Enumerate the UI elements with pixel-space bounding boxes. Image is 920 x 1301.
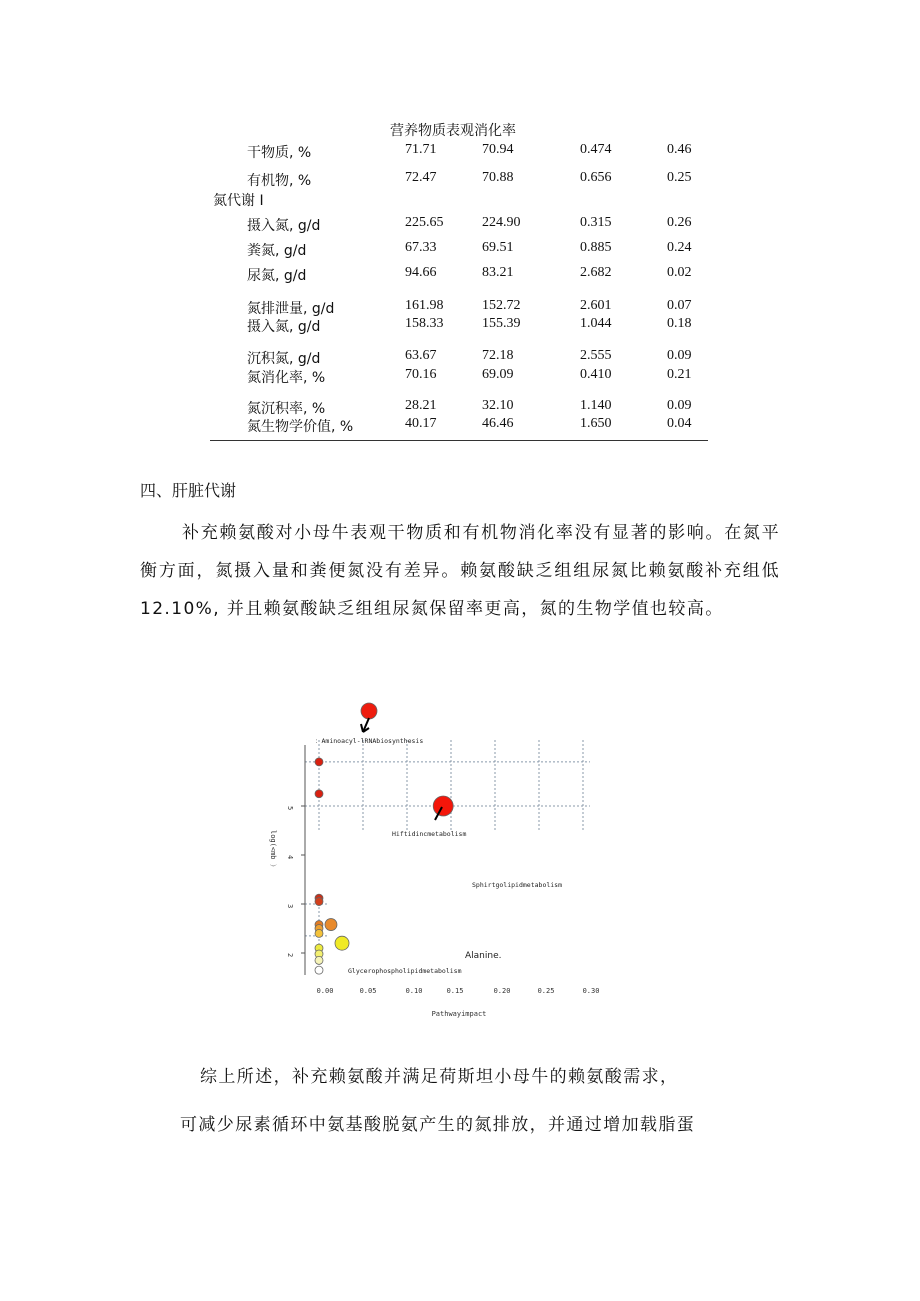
row-label: 摄入氮, g/d: [247, 218, 321, 234]
row-value-1: 158.33: [405, 316, 444, 331]
row-value-4: 0.02: [667, 265, 692, 280]
row-value-2: 83.21: [482, 265, 514, 280]
row-value-4: 0.18: [667, 316, 692, 331]
data-point: [315, 790, 323, 798]
conclusion-line-1: 综上所述，补充赖氨酸并满足荷斯坦小母牛的赖氨酸需求，: [200, 1067, 679, 1087]
row-value-3: 0.474: [580, 142, 612, 157]
table-row: [0, 398, 920, 416]
x-tick-label: 0.10: [405, 987, 423, 995]
row-value-3: 0.410: [580, 367, 612, 382]
data-point: [335, 936, 349, 950]
data-point: [361, 703, 377, 719]
row-value-2: 69.51: [482, 240, 514, 255]
table-bottom-rule: [210, 440, 708, 441]
row-value-3: 2.555: [580, 348, 612, 363]
row-value-3: 0.656: [580, 170, 612, 185]
row-value-3: 0.885: [580, 240, 612, 255]
pathway-label: Glycerophospholipidmetabolism: [348, 967, 462, 975]
row-value-3: 1.140: [580, 398, 612, 413]
row-value-1: 225.65: [405, 215, 444, 230]
row-value-2: 224.90: [482, 215, 521, 230]
y-tick-label: 3: [286, 904, 294, 909]
row-value-2: 46.46: [482, 416, 514, 431]
data-point: [315, 966, 323, 974]
row-value-2: 70.88: [482, 170, 514, 185]
row-label: 沉积氮, g/d: [247, 351, 321, 367]
row-value-4: 0.25: [667, 170, 692, 185]
table-row: [0, 316, 920, 334]
row-label: 干物质, %: [247, 145, 312, 161]
row-value-1: 94.66: [405, 265, 437, 280]
row-value-4: 0.46: [667, 142, 692, 157]
x-tick-label: 0.15: [446, 987, 464, 995]
x-tick-label: 0.25: [537, 987, 555, 995]
row-label: 氮沉积率, %: [247, 401, 326, 417]
row-label: 摄入氮, g/d: [247, 319, 321, 335]
row-value-2: 70.94: [482, 142, 514, 157]
body-paragraph: 补充赖氨酸对小母牛表观干物质和有机物消化率没有显著的影响。在氮平衡方面，氮摄入量和粪便氮没有差异。赖氨酸缺乏组组尿氮比赖氨酸补充组低12.10%, 并且赖氨酸缺乏组组尿氮保留率更高，氮的生物学值也较高。: [140, 523, 780, 619]
row-value-3: 1.650: [580, 416, 612, 431]
row-value-4: 0.26: [667, 215, 692, 230]
row-value-3: 1.044: [580, 316, 612, 331]
y-tick-label: 4: [286, 855, 294, 860]
row-value-1: 72.47: [405, 170, 437, 185]
table-row: [0, 170, 920, 188]
pathway-label: ：Aminoacyl-lRNAbiosynthesis: [315, 737, 424, 745]
row-value-4: 0.21: [667, 367, 692, 382]
row-label: 粪氮, g/d: [247, 243, 307, 259]
pathway-label: Hiftidincmetabolism: [392, 830, 467, 838]
row-label: 氮消化率, %: [247, 370, 326, 386]
row-value-4: 0.09: [667, 348, 692, 363]
pathway-label: Sphirtgolipidmetabolism: [472, 881, 563, 889]
x-tick-label: 0.20: [493, 987, 511, 995]
row-value-1: 70.16: [405, 367, 437, 382]
section-heading: 四、肝脏代谢: [140, 481, 237, 500]
data-point: [325, 919, 337, 931]
x-tick-label: 0.05: [359, 987, 377, 995]
row-value-1: 161.98: [405, 298, 444, 313]
row-label: 氮生物学价值, %: [247, 419, 354, 435]
row-value-1: 63.67: [405, 348, 437, 363]
row-value-2: 72.18: [482, 348, 514, 363]
row-value-4: 0.07: [667, 298, 692, 313]
row-label: 氮排泄量, g/d: [247, 301, 335, 317]
row-value-2: 152.72: [482, 298, 521, 313]
y-tick-label: 2: [286, 953, 294, 958]
table-section-title: 营养物质表观消化率: [390, 123, 516, 139]
chart-labels: [315, 718, 562, 975]
row-value-1: 67.33: [405, 240, 437, 255]
row-value-1: 40.17: [405, 416, 437, 431]
data-point: [315, 758, 323, 766]
row-value-2: 32.10: [482, 398, 514, 413]
table-row: [0, 142, 920, 160]
row-value-3: 2.601: [580, 298, 612, 313]
table-row: [0, 240, 920, 258]
y-axis-label: log(<mb ）: [269, 830, 277, 871]
table-row: [0, 215, 920, 233]
data-point: [433, 796, 453, 816]
row-label: 尿氮, g/d: [247, 268, 307, 284]
data-point: [315, 929, 323, 937]
y-tick-label: 5: [286, 806, 294, 811]
row-value-4: 0.24: [667, 240, 692, 255]
table-row: [0, 348, 920, 366]
row-value-4: 0.09: [667, 398, 692, 413]
x-tick-label: 0.30: [582, 987, 600, 995]
row-value-4: 0.04: [667, 416, 692, 431]
table-row: [0, 190, 920, 208]
x-tick-label: 0.00: [316, 987, 334, 995]
row-value-3: 2.682: [580, 265, 612, 280]
conclusion-line-2: 可减少尿素循环中氨基酸脱氨产生的氮排放，并通过增加载脂蛋: [180, 1115, 696, 1135]
table-row: [0, 265, 920, 283]
table-row: [0, 298, 920, 316]
row-value-3: 0.315: [580, 215, 612, 230]
row-value-1: 71.71: [405, 142, 437, 157]
table-row: [0, 416, 920, 434]
table-row: [0, 367, 920, 385]
row-value-2: 155.39: [482, 316, 521, 331]
data-point: [315, 956, 323, 964]
row-label: 氮代谢 I: [213, 193, 264, 209]
row-label: 有机物, %: [247, 173, 312, 189]
row-value-1: 28.21: [405, 398, 437, 413]
row-value-2: 69.09: [482, 367, 514, 382]
data-point: [315, 898, 323, 906]
pathway-label: Alanine.: [465, 951, 502, 961]
x-axis-label: Pathwayimpact: [431, 1010, 487, 1018]
pathway-impact-chart: [255, 690, 615, 1030]
